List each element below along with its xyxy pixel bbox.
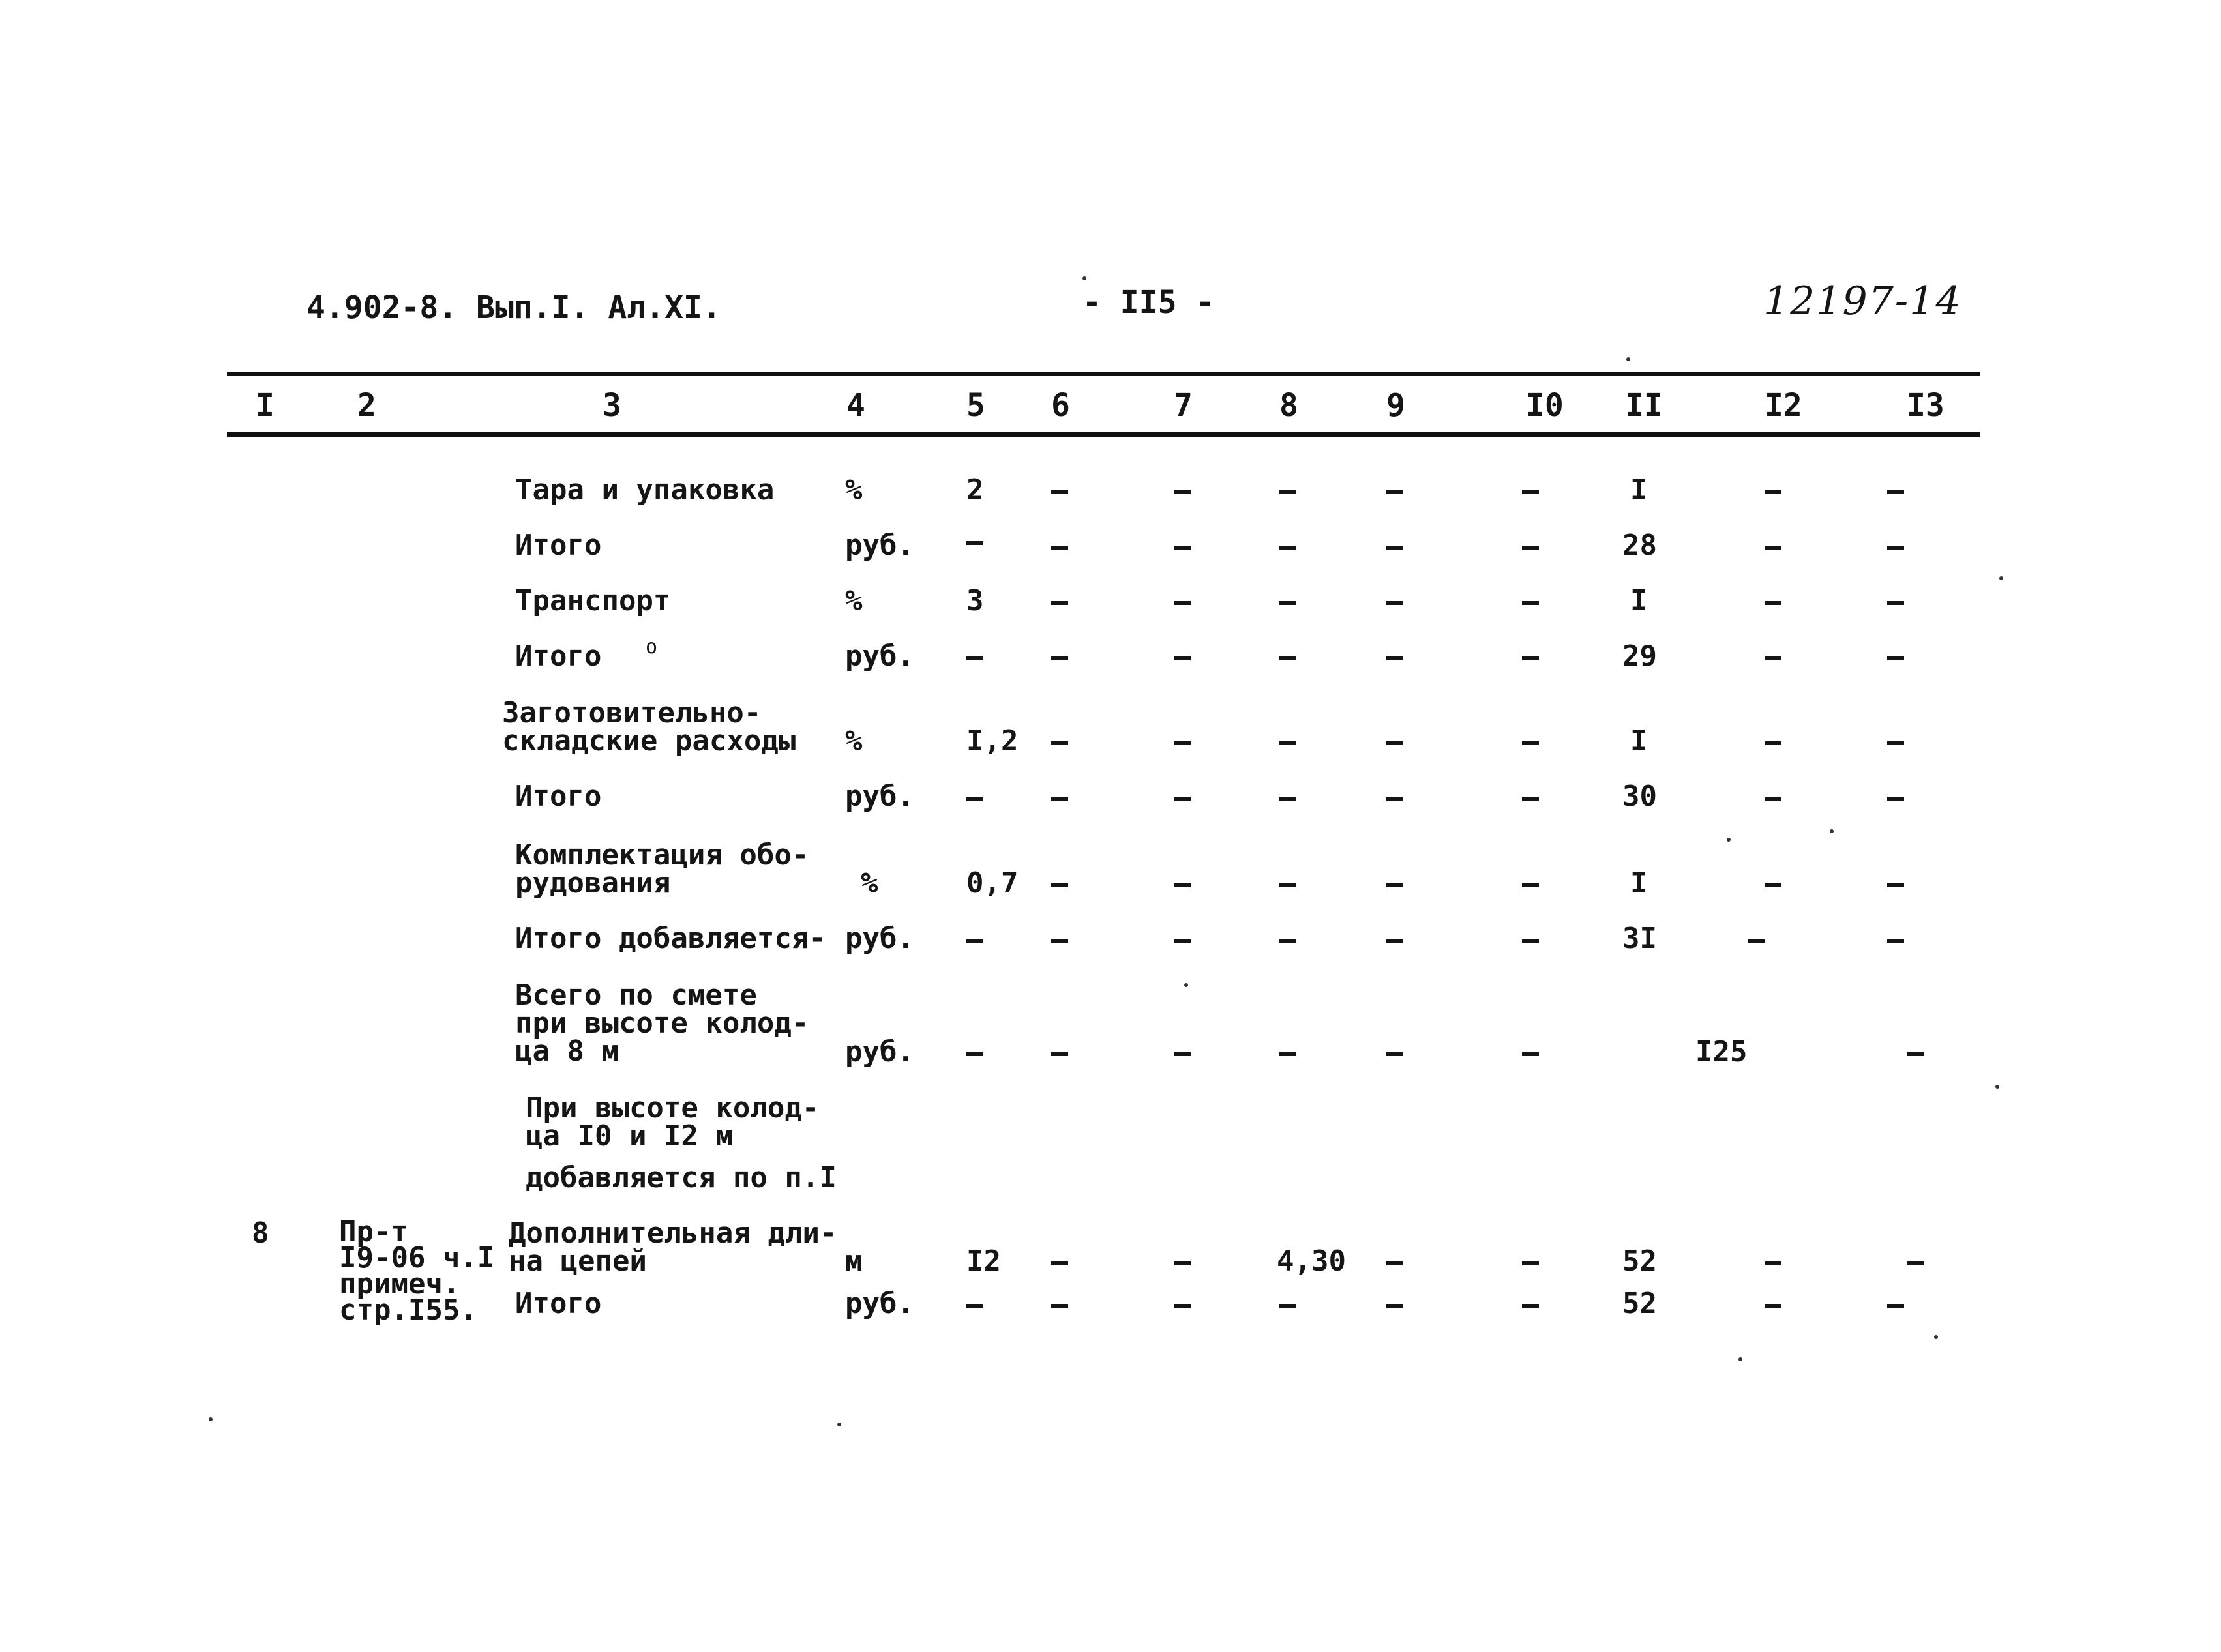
dash-mark [1386, 546, 1403, 550]
dash-mark [1386, 797, 1403, 801]
dash-mark [1051, 546, 1068, 550]
dash-mark [1279, 1304, 1296, 1308]
row-col5: 2 [966, 473, 984, 507]
row-description: При высоте колод- ца I0 и I2 м [526, 1091, 820, 1153]
col-header-13: I3 [1907, 387, 1945, 424]
dash-mark [1279, 741, 1296, 745]
stray-mark-o: o [646, 636, 658, 658]
dash-mark [1051, 939, 1068, 943]
dash-mark [1887, 490, 1904, 494]
dash-mark [1522, 797, 1539, 801]
scan-speck [1727, 838, 1731, 842]
row-unit: руб. [845, 529, 914, 562]
row-description: Итого [515, 640, 602, 673]
dash-mark [966, 656, 983, 660]
row-unit: % [861, 866, 878, 900]
dash-mark [1887, 546, 1904, 550]
dash-mark [1174, 939, 1191, 943]
dash-mark [1887, 797, 1904, 801]
row-unit: руб. [845, 1287, 914, 1320]
dash-mark [966, 939, 983, 943]
row-col11: I [1630, 866, 1648, 900]
dash-mark [1765, 741, 1781, 745]
dash-mark [1765, 490, 1781, 494]
row-col11: 30 [1622, 780, 1657, 813]
row-col11: 52 [1622, 1245, 1657, 1278]
dash-mark [1522, 546, 1539, 550]
dash-mark [966, 797, 983, 801]
col-header-3: 3 [603, 387, 621, 424]
dash-mark [1907, 1261, 1924, 1265]
row-col5: I,2 [966, 724, 1019, 758]
dash-mark [1051, 490, 1068, 494]
dash-mark [1279, 797, 1296, 801]
dash-mark [1051, 601, 1068, 605]
col-header-8: 8 [1279, 387, 1298, 424]
dash-mark [1907, 1052, 1924, 1056]
dash-mark [1386, 656, 1403, 660]
dash-mark [1051, 797, 1068, 801]
col-header-7: 7 [1174, 387, 1193, 424]
dash-mark [1174, 883, 1191, 887]
dash-mark [1051, 741, 1068, 745]
dash-mark [1522, 490, 1539, 494]
row-number: 8 [252, 1217, 269, 1250]
dash-mark [1522, 939, 1539, 943]
dash-mark [966, 1304, 983, 1308]
row-description: Транспорт [515, 584, 671, 617]
dash-mark [1522, 656, 1539, 660]
row-description: Тара и упаковка [515, 473, 775, 507]
dash-mark [1887, 741, 1904, 745]
row-description: добавляется по п.I [526, 1161, 837, 1194]
row-col11: 3I [1622, 922, 1657, 955]
dash-mark [1174, 546, 1191, 550]
row-unit: % [845, 724, 863, 758]
row-unit: м [845, 1245, 863, 1278]
col-header-1: I [256, 387, 275, 424]
col-header-9: 9 [1386, 387, 1405, 424]
dash-mark [1522, 741, 1539, 745]
dash-mark [1765, 656, 1781, 660]
dash-mark [1051, 1052, 1068, 1056]
dash-mark [1386, 601, 1403, 605]
dash-mark [1765, 797, 1781, 801]
dash-mark [1279, 883, 1296, 887]
row-unit: руб. [845, 1035, 914, 1069]
dash-mark [966, 1052, 983, 1056]
row-col11: 52 [1622, 1287, 1657, 1320]
col-header-6: 6 [1051, 387, 1070, 424]
dash-mark [1386, 1052, 1403, 1056]
dash-mark [1174, 490, 1191, 494]
row-description: Всего по смете при высоте колод- ца 8 м [515, 979, 809, 1068]
scan-speck [1995, 1085, 1999, 1089]
row-unit: % [845, 473, 863, 507]
row-description: Заготовительно- складские расходы [502, 696, 796, 758]
row-unit: % [845, 584, 863, 617]
row-description: Итого [515, 1287, 602, 1320]
row-col11: 28 [1622, 529, 1657, 562]
dash-mark [1279, 546, 1296, 550]
dash-mark [1386, 939, 1403, 943]
dash-mark [1887, 601, 1904, 605]
dash-mark [1522, 883, 1539, 887]
dash-mark [1887, 883, 1904, 887]
row-col11: 29 [1622, 640, 1657, 673]
dash-mark [1765, 601, 1781, 605]
row-reference: Пр-т I9-06 ч.I примеч. стр.I55. [339, 1215, 495, 1327]
dash-mark [1522, 1304, 1539, 1308]
dash-mark [966, 541, 983, 545]
dash-mark [1174, 1052, 1191, 1056]
row-unit: руб. [845, 922, 914, 955]
scan-speck [1184, 983, 1188, 987]
row-description: Итого [515, 780, 602, 813]
dash-mark [1279, 656, 1296, 660]
col-header-10: I0 [1526, 387, 1564, 424]
col-header-4: 4 [846, 387, 865, 424]
dash-mark [1522, 1261, 1539, 1265]
row-col5: 3 [966, 584, 984, 617]
dash-mark [1748, 939, 1765, 943]
row-col11: I [1630, 584, 1648, 617]
row-col5: 0,7 [966, 866, 1019, 900]
header-top-rule [227, 372, 1980, 376]
dash-mark [1522, 1052, 1539, 1056]
dash-mark [1765, 1261, 1781, 1265]
header-bottom-rule [227, 432, 1980, 437]
document-code: 4.902-8. Вып.I. Ал.XI. [306, 289, 721, 326]
row-description: Итого [515, 529, 602, 562]
col-header-12: I2 [1765, 387, 1802, 424]
scan-speck [1082, 276, 1086, 280]
col-header-5: 5 [966, 387, 985, 424]
dash-mark [1051, 1261, 1068, 1265]
scan-speck [1626, 357, 1630, 361]
col-header-11: II [1625, 387, 1663, 424]
dash-mark [1386, 741, 1403, 745]
dash-mark [1765, 1304, 1781, 1308]
scan-speck [209, 1417, 213, 1421]
row-col8: 4,30 [1277, 1245, 1346, 1278]
row-description: Комплектация обо- рудования [515, 838, 809, 900]
row-unit: руб. [845, 780, 914, 813]
dash-mark [1174, 741, 1191, 745]
document-number: 12197-14 [1764, 278, 1962, 324]
scan-speck [1999, 576, 2003, 580]
dash-mark [1887, 656, 1904, 660]
row-col5: I2 [966, 1245, 1001, 1278]
scan-speck [1738, 1357, 1742, 1361]
row-col12: I25 [1695, 1035, 1748, 1069]
dash-mark [1051, 1304, 1068, 1308]
dash-mark [1386, 1304, 1403, 1308]
dash-mark [1279, 601, 1296, 605]
dash-mark [1174, 601, 1191, 605]
dash-mark [1279, 1052, 1296, 1056]
dash-mark [1765, 883, 1781, 887]
dash-mark [1386, 490, 1403, 494]
dash-mark [1887, 939, 1904, 943]
col-header-2: 2 [357, 387, 376, 424]
dash-mark [1279, 490, 1296, 494]
page-number: - II5 - [1082, 284, 1215, 321]
dash-mark [1765, 546, 1781, 550]
row-col11: I [1630, 724, 1648, 758]
dash-mark [1279, 939, 1296, 943]
dash-mark [1174, 656, 1191, 660]
scan-speck [1934, 1335, 1938, 1339]
row-description: Дополнительная дли- на цепей [509, 1217, 837, 1278]
row-col11: I [1630, 473, 1648, 507]
dash-mark [1051, 883, 1068, 887]
row-unit: руб. [845, 640, 914, 673]
dash-mark [1522, 601, 1539, 605]
dash-mark [1386, 1261, 1403, 1265]
dash-mark [1174, 797, 1191, 801]
dash-mark [1051, 656, 1068, 660]
scan-speck [837, 1423, 841, 1426]
scan-speck [1830, 829, 1834, 833]
dash-mark [1174, 1304, 1191, 1308]
dash-mark [1174, 1261, 1191, 1265]
row-description: Итого добавляется- [515, 922, 826, 955]
dash-mark [1386, 883, 1403, 887]
dash-mark [1887, 1304, 1904, 1308]
